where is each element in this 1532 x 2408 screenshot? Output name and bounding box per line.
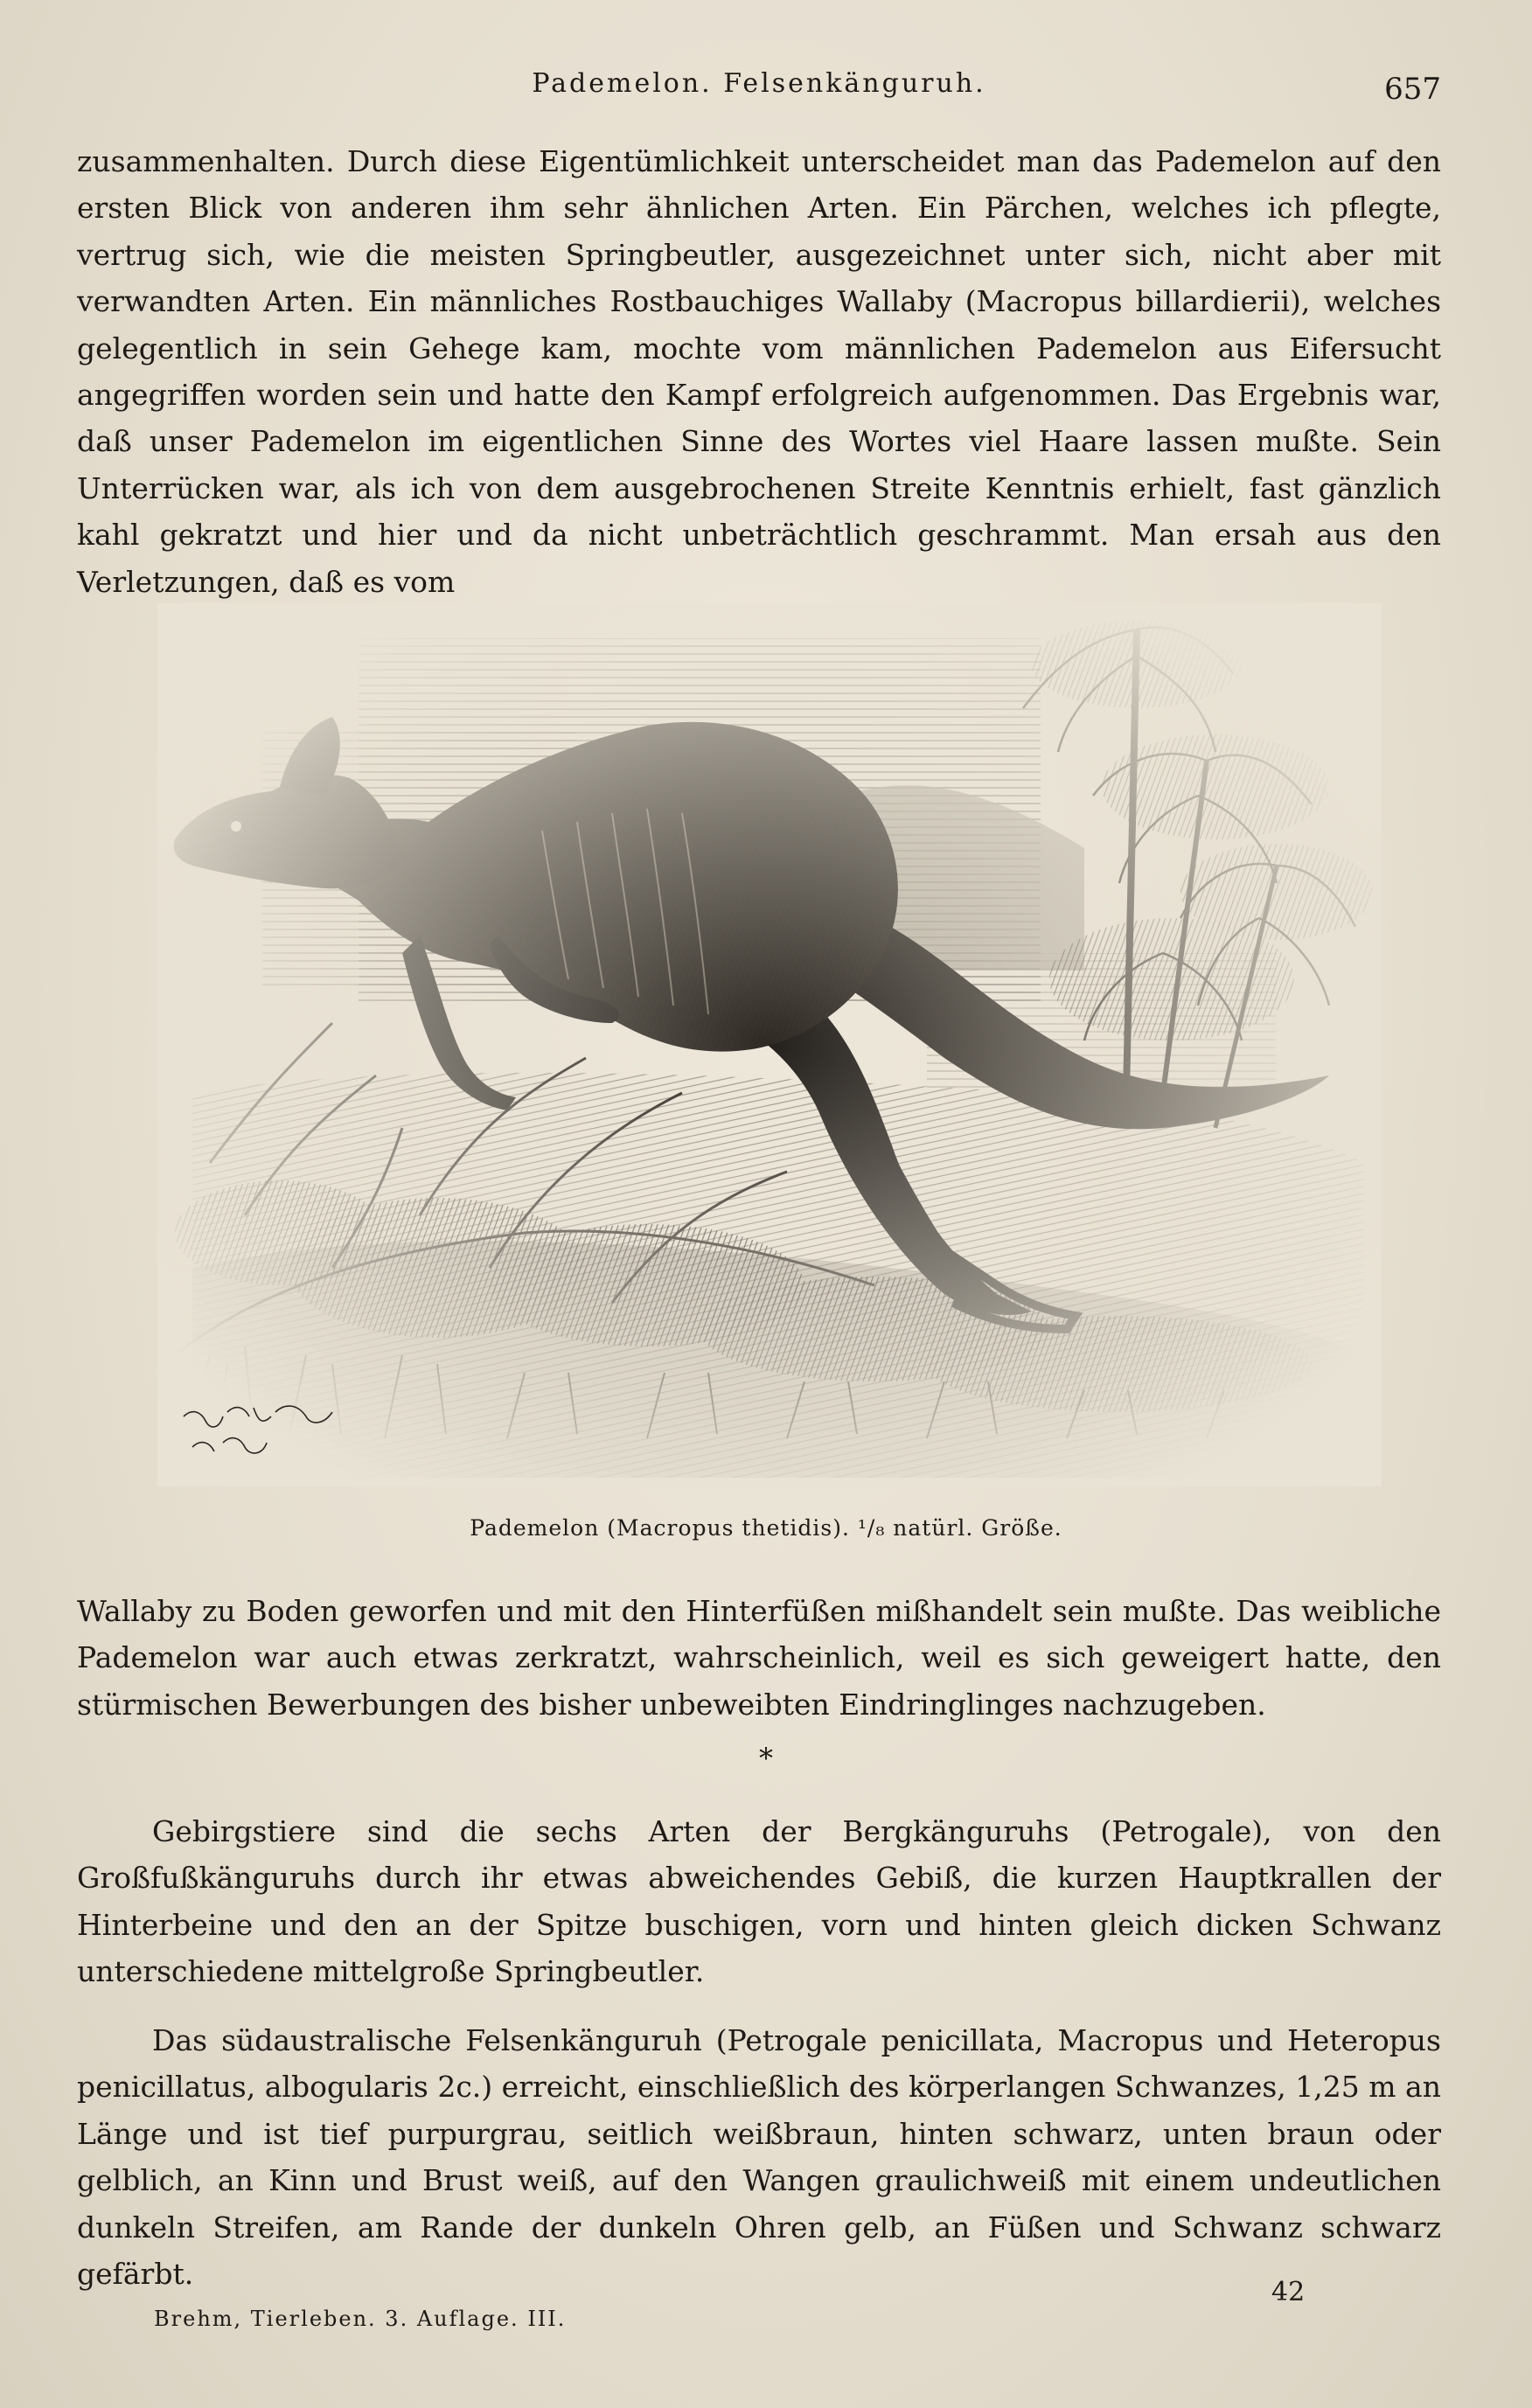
section-asterism: * — [759, 1742, 773, 1775]
paragraph-1-text: zusammenhalten. Durch diese Eigentümlichkeit unterscheidet man das Pademelon auf den ersten Blick von anderen ihm sehr ähnlichen Arten. Ein Pärchen, welches ich pflegte, vertrug sich, wie die meisten Springbeutler, ausgezeichnet unter sich, nicht aber mit verwandten Arten. Ein männliches Rostbauchiges Wallaby (Macropus billardierii), welches gelegentlich in sein Gehege kam, mochte vom männlichen Pademelon aus Eifersucht angegriffen worden sein und hatte den Kampf erfolgreich aufgenommen. Das Ergebnis war, daß unser Pademelon im eigentlichen Sinne des Wortes viel Haare lassen mußte. Sein Unterrücken war, als ich von dem ausgebrochenen Streite Kenntnis erhielt, fast gänzlich kahl gekratzt und hier und da nicht unbeträchtlich geschrammt. Man ersah aus den Verletzungen, daß es vom — [77, 144, 1441, 599]
page-number: 657 — [1384, 72, 1441, 107]
paragraph-2 — [77, 1588, 1441, 1728]
paragraph-1 — [77, 138, 1441, 605]
paragraph-4-text: Das südaustralische Felsenkänguruh (Petrogale penicillata, Macropus und Heteropus penicillatus, albogularis 2c.) erreicht, einschließlich des körperlangen Schwanzes, 1,25 m an Länge und ist tief purpurgrau, seitlich weißbraun, hinten schwarz, unten braun oder gelblich, an Kinn und Brust weiß, auf den Wangen graulichweiß mit einem undeutlichen dunkeln Streifen, am Rande der dunkeln Ohren gelb, an Füßen und Schwanz schwarz gefärbt. — [77, 2023, 1441, 2292]
paragraph-3-text: Gebirgstiere sind die sechs Arten der Bergkänguruhs (Petrogale), von den Großfußkänguruhs durch ihr etwas abweichendes Gebiß, die kurzen Hauptkrallen der Hinterbeine und den an der Spitze buschigen, vorn und hinten gleich dicken Schwanz unterschiedene mittelgroße Springbeutler. — [77, 1814, 1441, 1989]
running-title: Pademelon. Felsenkänguruh. — [532, 68, 986, 99]
paragraph-3 — [77, 1808, 1441, 1995]
page-header — [77, 68, 1441, 121]
paragraph-4 — [77, 2017, 1441, 2297]
footer-source: Brehm, Tierleben. 3. Auflage. III. — [154, 2307, 567, 2331]
sheet-signature: 42 — [1271, 2277, 1306, 2307]
pademelon-illustration — [157, 603, 1382, 1486]
figure-caption: Pademelon (Macropus thetidis). ¹/₈ natürl. Größe. — [470, 1515, 1062, 1541]
paragraph-2-text: Wallaby zu Boden geworfen und mit den Hinterfüßen mißhandelt sein mußte. Das weibliche Pademelon war auch etwas zerkratzt, wahrscheinlich, weil es sich geweigert hatte, den stürmischen Bewerbungen des bisher unbeweibten Eindringlinges nachzugeben. — [77, 1594, 1441, 1722]
